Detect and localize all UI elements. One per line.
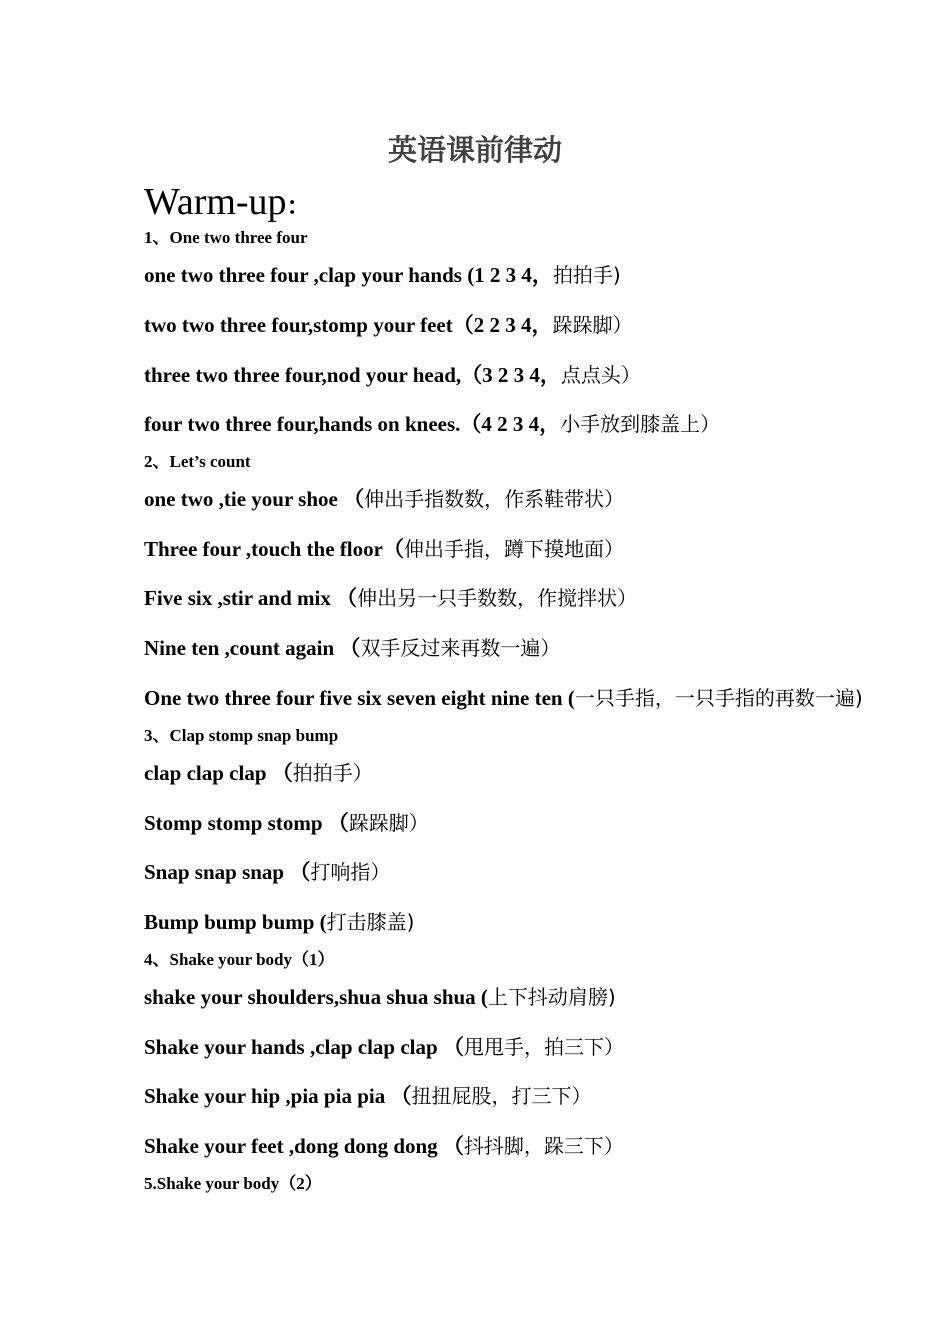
lyric-line: [144, 684, 863, 712]
lyric-line: [144, 1082, 591, 1110]
lyric-en: Nine ten ,count again （: [144, 636, 361, 660]
lyric-zh: 伸出手指数数，作系鞋带状）: [364, 487, 625, 511]
lyric-line: [144, 759, 373, 787]
lyric-line: [144, 584, 637, 612]
lyric-line: [144, 634, 560, 662]
lyric-en: Shake your hands ,clap clap clap （: [144, 1035, 464, 1059]
lyric-zh: 双手反过来再数一遍）: [360, 636, 561, 660]
lyric-zh: 小手放到膝盖上）: [560, 412, 721, 436]
section-heading: 2、Let’s count: [144, 452, 251, 471]
lyric-zh: 伸出手指，蹲下摸地面）: [403, 537, 624, 561]
lyric-zh: 拍拍手): [552, 263, 621, 287]
lyric-en: shake your shoulders,shua shua shua (: [144, 985, 488, 1009]
lyric-en: Three four ,touch the floor（: [144, 537, 404, 561]
lyric-en: three two three four,nod your head,（3 2 3 4，: [144, 363, 561, 387]
lyric-zh: 拍拍手）: [292, 761, 373, 785]
lyric-en: Stomp stomp stomp （: [144, 811, 349, 835]
lyric-line: [144, 535, 624, 563]
lyric-en: clap clap clap （: [144, 761, 293, 785]
lyric-line: [144, 1033, 624, 1061]
lyric-line: [144, 983, 616, 1011]
lyric-line: [144, 361, 641, 389]
lyric-zh: 一只手指，一只手指的再数一遍): [574, 686, 863, 710]
document-title: 英语课前律动: [387, 133, 562, 167]
warmup-label: Warm-up: [144, 181, 287, 223]
lyric-zh: 打击膝盖): [326, 910, 415, 934]
warmup-colon: ：: [286, 192, 311, 220]
warmup-heading: [144, 180, 311, 228]
lyric-en: four two three four,hands on knees.（4 2 3 4，: [144, 412, 561, 436]
lyric-en: Snap snap snap （: [144, 860, 311, 884]
lyric-zh: 点点头）: [560, 363, 641, 387]
lyric-zh: 跺跺脚）: [552, 313, 633, 337]
section-heading: 3、Clap stomp snap bump: [144, 726, 339, 745]
lyric-line: [144, 261, 621, 289]
lyric-line: [144, 485, 624, 513]
lyric-zh: 上下抖动肩膀): [487, 985, 616, 1009]
lyric-zh: 跺跺脚）: [348, 811, 429, 835]
lyric-line: [144, 858, 390, 886]
lyric-en: Shake your hip ,pia pia pia （: [144, 1084, 412, 1108]
lyric-line: [144, 1132, 624, 1160]
section-heading: 5.Shake your body（2）: [144, 1174, 322, 1193]
lyric-zh: 扭扭屁股，打三下）: [411, 1084, 592, 1108]
lyric-en: One two three four five six seven eight nine ten (: [144, 686, 575, 710]
lyric-line: [144, 410, 720, 438]
section-heading: 1、One two three four: [144, 228, 308, 247]
lyric-zh: 打响指）: [310, 860, 391, 884]
lyric-en: one two ,tie your shoe （: [144, 487, 365, 511]
lyric-zh: 抖抖脚，跺三下）: [463, 1134, 624, 1158]
lyric-line: [144, 809, 429, 837]
lyric-line: [144, 311, 632, 339]
lyric-en: Bump bump bump (: [144, 910, 327, 934]
lyric-en: two two three four,stomp your feet（2 2 3 4，: [144, 313, 553, 337]
section-heading: 4、Shake your body（1）: [144, 950, 335, 969]
lyric-en: Shake your feet ,dong dong dong （: [144, 1134, 464, 1158]
lyric-en: Five six ,stir and mix （: [144, 586, 358, 610]
lyric-zh: 伸出另一只手数数，作搅拌状）: [357, 586, 638, 610]
lyric-zh: 甩甩手，拍三下）: [463, 1035, 624, 1059]
lyric-en: one two three four ,clap your hands (1 2 3 4，: [144, 263, 553, 287]
lyric-line: [144, 908, 414, 936]
